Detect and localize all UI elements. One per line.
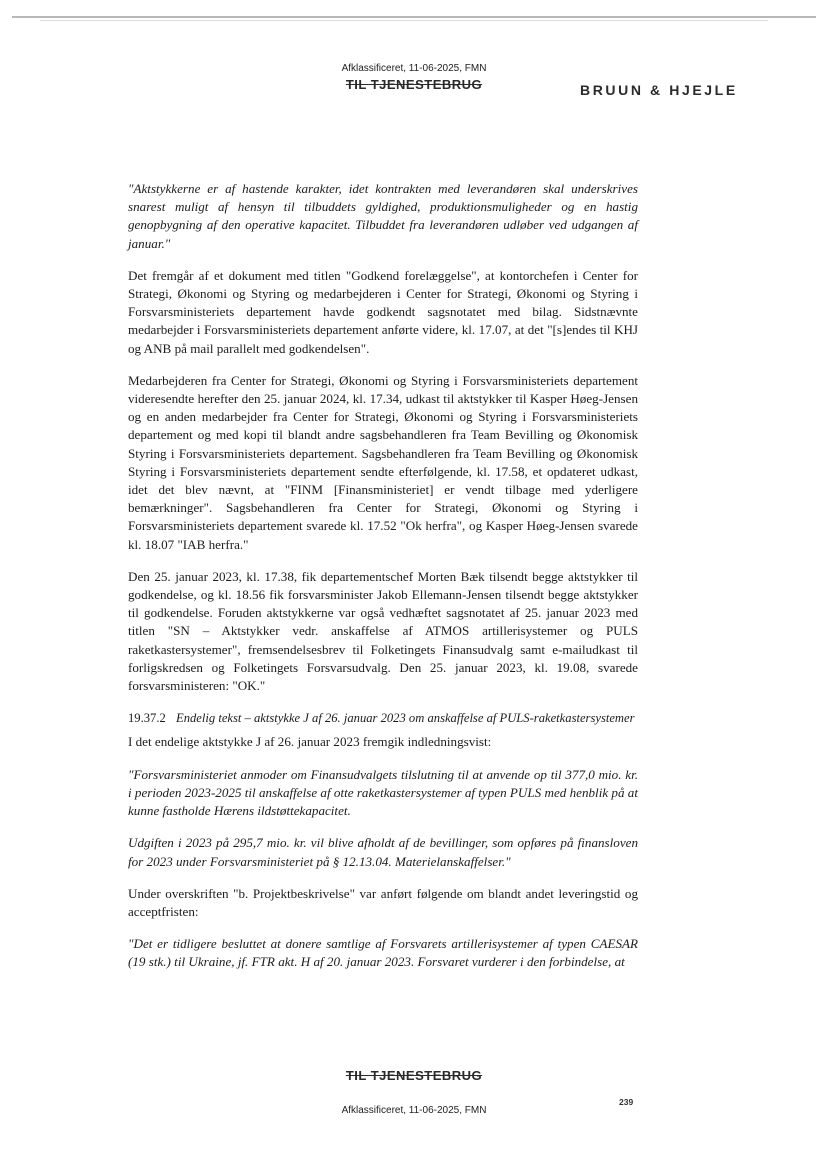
quote-paragraph: "Aktstykkerne er af hastende karakter, idet kontrakten med leverandøren skal underskrives snarest muligt af hensyn til tilbuddets gyldighed, produktionsmuligheder og en hastig genopbygning af den operative kapacitet. Tilbuddet fra leverandøren udløber ved udgangen af januar.": [128, 181, 638, 251]
classification-header: TIL TJENESTEBRUG: [345, 77, 483, 92]
quote-paragraph: Udgiften i 2023 på 295,7 mio. kr. vil blive afholdt af de bevillinger, som opføres på finansloven for 2023 under Forsvarsministeriet på § 12.13.04. Materielanskaffelser.": [128, 835, 638, 869]
scan-edge-line: [12, 16, 816, 18]
quote-paragraph: "Forsvarsministeriet anmoder om Finansudvalgets tilslutning til at anvende op til 377,0 mio. kr. i perioden 2023-2025 til anskaffelse af otte raketkastersystemer af typen PULS med henblik på at kunne fastholde Hærens ildstøttekapacitet.: [128, 766, 638, 819]
declassified-stamp-top: Afklassificeret, 11-06-2025, FMN: [341, 63, 487, 74]
body-paragraph: I det endelige aktstykke J af 26. januar 2023 fremgik indledningsvist:: [128, 734, 492, 750]
section-heading: [128, 709, 638, 727]
classification-footer: TIL TJENESTEBRUG: [345, 1068, 483, 1083]
quote-paragraph: "Det er tidligere besluttet at donere samtlige af Forsvarets artillerisystemer af typen CAESAR (19 stk.) til Ukraine, jf. FTR akt. H af 20. januar 2023. Forsvaret vurderer i den forbindelse, at: [128, 936, 638, 970]
body-paragraph: Medarbejderen fra Center for Strategi, Økonomi og Styring i Forsvarsministeriets departement videresendte herefter den 25. januar 2024, kl. 17.34, udkast til aktstykker til Kasper Høeg-Jensen og en anden medarbejder fra Center for Strategi, Økonomi og Styring i Forsvarsministeriets departement og med kopi til blandt andre sagsbehandleren fra Team Bevilling og Økonomisk Styring i Forsvarsministeriets departement. Sagsbehandleren fra Team Bevilling og Økonomisk Styring i Forsvarsministeriets departement sendte efterfølgende, kl. 17.58, et opdateret udkast, idet det blev nævnt, at "FINM [Finansministeriet] er vendt tilbage med yderligere bemærkninger". Sagsbehandleren fra Center for Strategi, Økonomi og Styring i Forsvarsministeriets departement svarede kl. 17.52 "Ok herfra", og Kasper Høeg-Jensen svarede kl. 18.07 "IAB herfra.": [128, 372, 638, 552]
body-paragraph: Under overskriften "b. Projektbeskrivelse" var anført følgende om blandt andet leveringstid og acceptfristen:: [128, 885, 638, 919]
scan-edge-line: [40, 20, 768, 21]
page-number: 239: [619, 1097, 634, 1107]
section-title: Endelig tekst – aktstykke J af 26. januar 2023 om anskaffelse af PULS-raketkastersystemer: [176, 711, 635, 726]
declassified-stamp-bottom: Afklassificeret, 11-06-2025, FMN: [341, 1105, 487, 1116]
section-number: 19.37.2: [128, 711, 166, 726]
body-paragraph: Den 25. januar 2023, kl. 17.38, fik departementschef Morten Bæk tilsendt begge aktstykker til godkendelse, og kl. 18.56 fik forsvarsminister Jakob Ellemann-Jensen tilsendt begge aktstykker til godkendelse. Foruden aktstykkerne var også vedhæftet sagsnotatet af 25. januar 2023 med titlen "SN – Aktstykker vedr. anskaffelse af ATMOS artillerisystemer og PULS raketkastersystemer", fremsendelsesbrev til Folketingets Finansudvalg samt e-mailudkast til forligskredsen og Folketingets Forsvarsudvalg. Den 25. januar 2023, kl. 19.08, svarede forsvarsministeren: "OK.": [128, 568, 638, 694]
firm-logo: BRUUN & HJEJLE: [580, 82, 738, 98]
document-body: [128, 180, 638, 986]
body-paragraph: Det fremgår af et dokument med titlen "Godkend forelæggelse", at kontorchefen i Center for Strategi, Økonomi og Styring og medarbejderen i Center for Strategi, Økonomi og Styring i Forsvarsministeriets departement havde godkendt sagsnotatet med bilag. Sidstnævnte medarbejder i Forsvarsministeriets departement anførte videre, kl. 17.07, at det "[s]endes til KHJ og ANB på mail parallelt med godkendelsen".: [128, 267, 638, 356]
